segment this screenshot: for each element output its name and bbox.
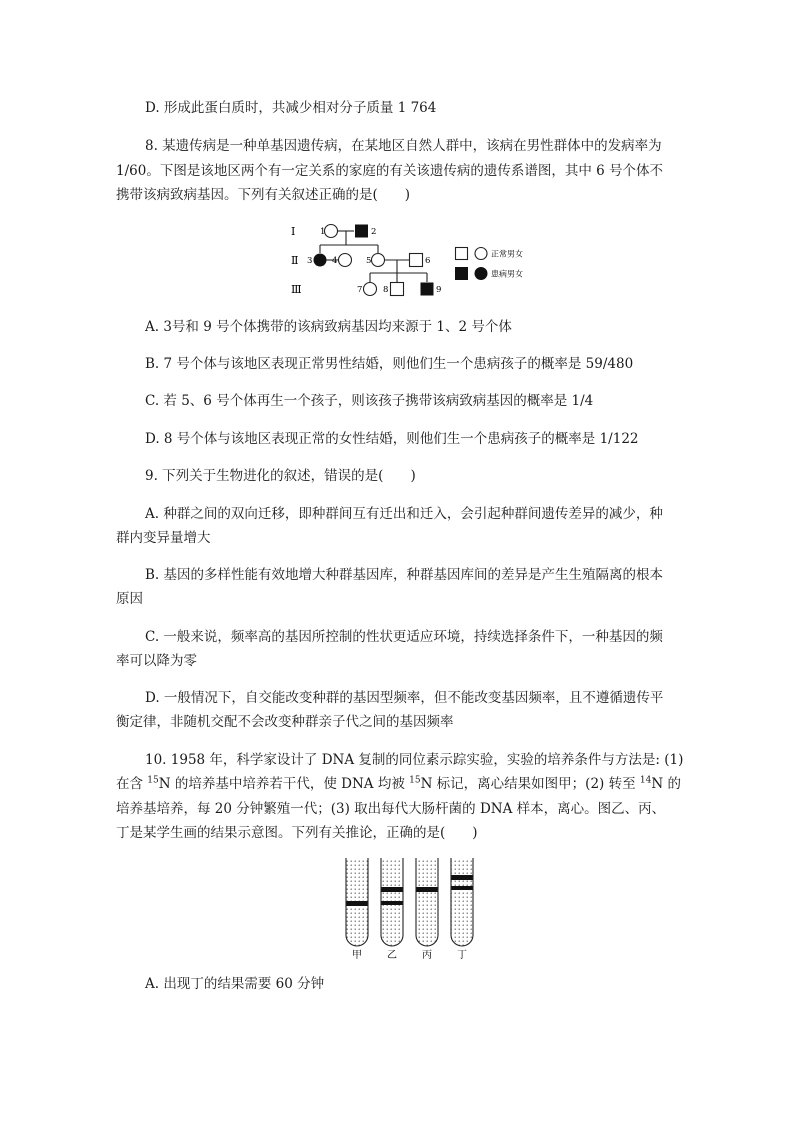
q9-option-d-line-2: 衡定律，非随机交配不会改变种群亲子代之间的基因频率 <box>116 714 454 730</box>
q8-stem-line-1: 8. 某遗传病是一种单基因遗传病，在某地区自然人群中，该病在男性群体中的发病率为 <box>145 138 662 154</box>
dna-band-hybrid <box>452 886 473 890</box>
q9-option-a-line-1: A. 种群之间的双向迁移，即种群间互有迁出和迁入，会引起种群间遗传差异的减少，种 <box>145 506 663 522</box>
legend-normal-female-icon <box>475 248 487 260</box>
individual-number: 5 <box>366 256 372 266</box>
q8-stem-line-2: 1/60。下图是该地区两个有一定关系的家庭的有关该遗传病的遗传系谱图，其中 6 号个体不 <box>116 163 663 179</box>
centrifuge-tubes-figure <box>338 852 488 962</box>
individual-6 <box>410 254 423 267</box>
q10-line-2: 在含 $^{15}$N 的培养基中培养若干代，使 DNA 均被 $^{15}$N 标记，离心结果如图甲；(2) 转至 $^{14}$N 的 <box>116 775 681 792</box>
dna-band-heavy <box>347 901 368 906</box>
individual-number: 1 <box>320 227 326 237</box>
q9-option-b-line-1: B. 基因的多样性能有效地增大种群基因库，种群基因库间的差异是产生生殖隔离的根本 <box>145 567 664 583</box>
individual-7 <box>364 283 377 296</box>
individual-3 <box>314 254 327 267</box>
individual-8 <box>391 283 404 296</box>
individual-5 <box>372 254 385 267</box>
q10-option-a: A. 出现丁的结果需要 60 分钟 <box>145 976 325 992</box>
q9-option-d-line-1: D. 一般情况下，自交能改变种群的基因型频率，但不能改变基因频率，且不遵循遗传平 <box>145 690 664 706</box>
tube-label: 丙 <box>422 950 432 961</box>
legend-affected-label: 患病男女 <box>491 269 523 279</box>
q10-line-1: 10. 1958 年，科学家设计了 DNA 复制的同位素示踪实验，实验的培养条件与方法是: (1) <box>145 752 684 768</box>
q9-option-a-line-2: 群内变异量增大 <box>116 530 211 546</box>
individual-4 <box>339 254 352 267</box>
q8-option-a: A. 3号和 9 号个体携带的该病致病基因均来源于 1、2 号个体 <box>145 319 512 335</box>
tube-label: 乙 <box>387 950 397 961</box>
q8-option-d: D. 8 号个体与该地区表现正常的女性结婚，则他们生一个患病孩子的概率是 1/122 <box>145 431 639 447</box>
legend-affected-female-icon <box>475 267 488 280</box>
individual-1 <box>325 225 338 238</box>
dna-band-light <box>452 875 473 880</box>
tube-label: 甲 <box>352 950 362 961</box>
legend-affected-male-icon <box>455 267 468 280</box>
isotope-15-superscript: 15 <box>409 775 421 786</box>
individual-number: 3 <box>307 256 313 266</box>
dna-band-heavy <box>382 901 403 905</box>
q10-line-3: 培养基培养，每 20 分钟繁殖一代；(3) 取出每代大肠杆菌的 DNA 样本，离心。图乙、丙、 <box>116 801 666 817</box>
tube-ding <box>451 858 473 946</box>
dna-band-hybrid <box>417 887 438 892</box>
individual-number: 4 <box>332 256 338 266</box>
q8-option-c: C. 若 5、6 号个体再生一个孩子，则该孩子携带该病致病基因的概率是 1/4 <box>145 393 594 409</box>
q7-option-d: D. 形成此蛋白质时，共减少相对分子质量 1 764 <box>145 100 437 116</box>
q8-option-b: B. 7 号个体与该地区表现正常男性结婚，则他们生一个患病孩子的概率是 59/480 <box>145 356 634 372</box>
legend-normal-label: 正常男女 <box>491 249 523 259</box>
individual-9 <box>421 283 434 296</box>
individual-number: 6 <box>425 256 431 266</box>
tube-label: 丁 <box>457 950 467 961</box>
individual-number: 8 <box>383 285 389 295</box>
generation-label-3: Ⅲ <box>291 283 302 296</box>
q10-line-4: 丁是某学生画的结果示意图。下列有关推论，正确的是( ) <box>116 825 478 841</box>
generation-label-1: Ⅰ <box>291 225 296 238</box>
individual-2 <box>355 225 368 238</box>
q8-stem-line-3: 携带该病致病基因。下列有关叙述正确的是( ) <box>116 187 411 203</box>
legend-normal-male-icon <box>456 248 468 260</box>
q9-option-b-line-2: 原因 <box>116 591 143 607</box>
generation-label-2: Ⅱ <box>291 254 299 267</box>
pedigree-chart <box>280 215 570 305</box>
dna-band-light <box>382 887 403 892</box>
q9-stem: 9. 下列关于生物进化的叙述，错误的是( ) <box>145 468 416 484</box>
q9-option-c-line-1: C. 一般来说，频率高的基因所控制的性状更适应环境，持续选择条件下，一种基因的频 <box>145 629 663 645</box>
individual-number: 7 <box>357 285 363 295</box>
individual-number: 9 <box>436 285 442 295</box>
tube-bing <box>416 858 438 946</box>
q9-option-c-line-2: 率可以降为零 <box>116 653 197 669</box>
isotope-14-superscript: 14 <box>639 775 652 786</box>
individual-number: 2 <box>371 227 377 237</box>
isotope-15-superscript: 15 <box>147 775 159 786</box>
